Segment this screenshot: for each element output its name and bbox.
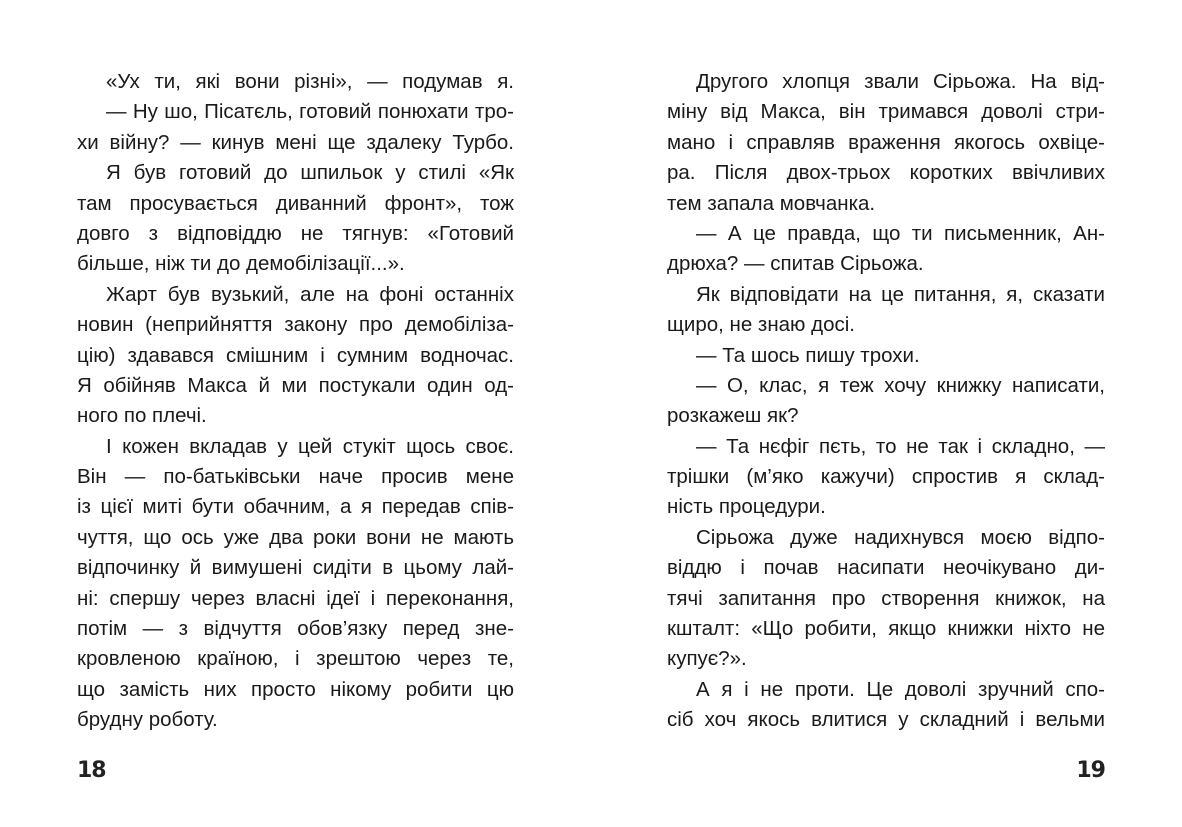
text-line: Як відповідати на це питання, я, сказати [696,282,1105,306]
text-line: ність процедури. [667,495,826,519]
text-line: І кожен вкладав у цей стукіт щось своє. [106,434,514,458]
text-line: там просувається диванний фронт», тож [77,191,514,215]
text-line: Він — по-батьківськи наче просив мене [77,465,514,489]
text-line: розкажеш як? [667,404,799,428]
text-line: Сірьожа дуже надихнувся моєю відпо- [696,525,1105,549]
text-line: ні: спершу через власні ідеї і переконання, [77,586,514,610]
text-line: ного по плечі. [77,404,207,428]
text-line: — Та нєфіг пєть, то не так і складно, — [696,434,1105,458]
left-page [77,67,514,736]
text-line: тем запала мовчанка. [667,191,876,215]
text-line: що замість них просто нікому робити цю [77,677,514,701]
text-line: цію) здавався смішним і сумним водночас. [77,343,514,367]
text-line: брудну роботу. [77,708,218,732]
page-number-left: 18 [77,758,106,783]
text-line: А я і не проти. Це доволі зручний спо- [696,677,1105,701]
right-page [667,67,1105,736]
text-line: — Ну шо, Пісатєль, готовий понюхати тро- [106,100,514,124]
text-line: кшталт: «Що робити, якщо книжки ніхто не [667,617,1105,641]
text-line: чуття, що ось уже два роки вони не мають [77,525,514,549]
text-line: міну від Макса, він тримався доволі стри- [667,100,1105,124]
text-line: Я обійняв Макса й ми постукали один од- [77,373,514,397]
text-line: трішки (м’яко кажучи) спростив я склад- [667,465,1105,489]
text-line: купує?». [667,647,747,671]
text-line: тячі запитання про створення книжок, на [667,586,1105,610]
text-line: Жарт був вузький, але на фоні останніх [106,282,514,306]
text-line: — А це правда, що ти письменник, Ан- [696,221,1105,245]
text-line: Я був готовий до шпильок у стилі «Як [106,161,514,185]
text-line: — О, клас, я теж хочу книжку написати, [696,373,1105,397]
page-number-right: 19 [1076,758,1105,783]
text-line: більше, ніж ти до демобілізації...». [77,252,405,276]
text-line: дрюха? — спитав Сірьожа. [667,252,924,276]
text-line: відпочинку й вимушені сидіти в цьому лай- [77,556,514,580]
text-line: кровленою країною, і зрештою через те, [77,647,514,671]
text-line: віддю і почав насипати неочікувано ди- [667,556,1105,580]
text-line: із цієї миті бути обачним, а я передав спів- [77,495,514,519]
text-line: мано і справляв враження якогось охвіце- [667,130,1105,154]
text-line: сіб хоч якось влитися у складний і вельми [667,708,1105,732]
text-line: новин (неприйняття закону про демобіліза- [77,313,514,337]
text-line: — Та шось пишу трохи. [696,343,920,367]
text-line: Другого хлопця звали Сірьожа. На від- [696,70,1105,93]
text-line: довго з відповіддю не тягнув: «Готовий [77,221,514,245]
text-line: хи війну? — кинув мені ще здалеку Турбо. [77,130,514,154]
text-line: ра. Після двох-трьох коротких ввічливих [667,161,1105,185]
text-line: щиро, не знаю досі. [667,313,855,337]
text-line: «Ух ти, які вони різні», — подумав я. [106,70,514,93]
text-line: потім — з відчуття обов’язку перед зне- [77,617,514,641]
